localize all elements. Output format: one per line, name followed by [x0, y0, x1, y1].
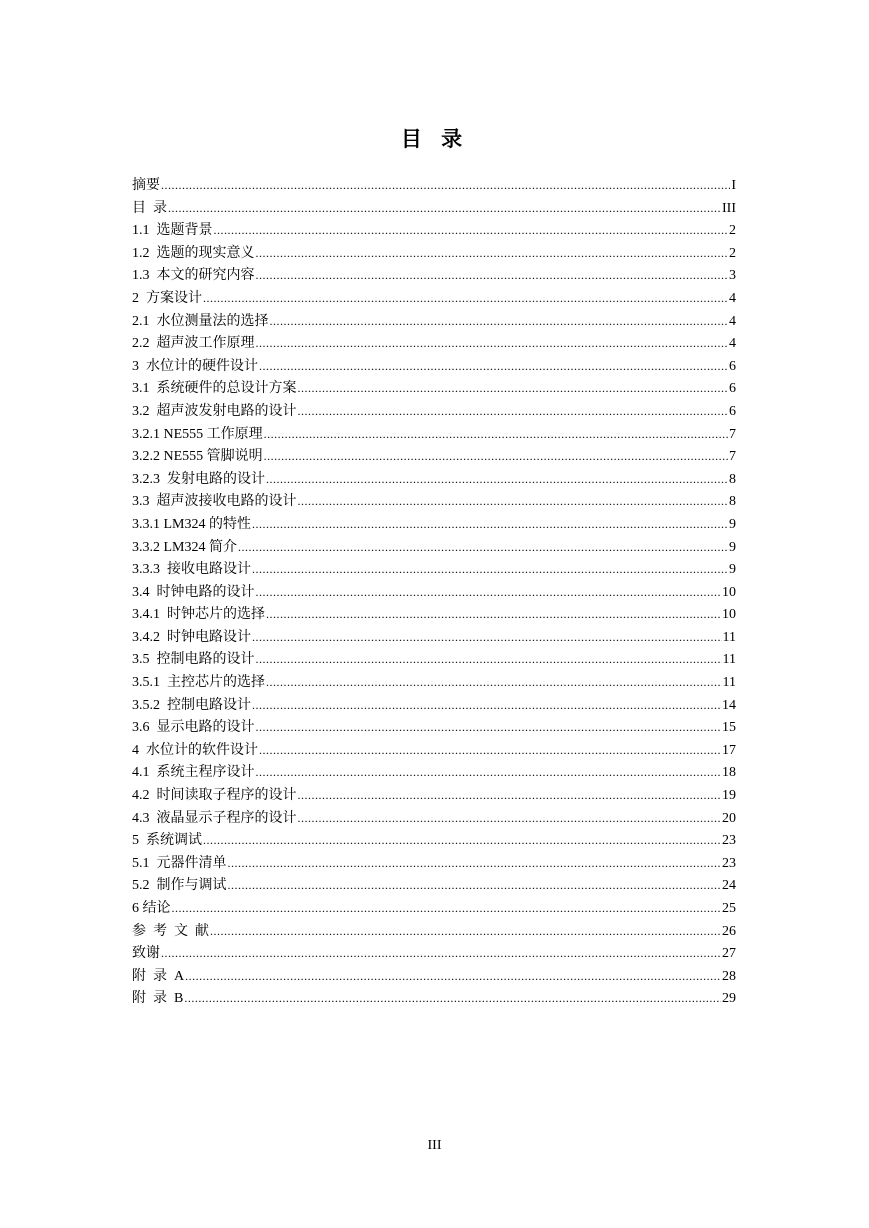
toc-entry[interactable]	[132, 897, 736, 920]
toc-entry[interactable]	[132, 219, 736, 242]
toc-entry-page: 24	[722, 878, 736, 894]
toc-entry[interactable]	[132, 829, 736, 852]
toc-entry-label: 2.2 超声波工作原理	[132, 336, 255, 352]
toc-entry-label: 3.3 超声波接收电路的设计	[132, 494, 297, 510]
toc-entry-page: 23	[722, 833, 736, 849]
toc-entry[interactable]	[132, 648, 736, 671]
toc-entry-label: 致谢	[132, 946, 160, 962]
toc-entry[interactable]	[132, 852, 736, 875]
toc-leader-dots	[298, 400, 729, 423]
toc-entry[interactable]	[132, 310, 736, 333]
toc-entry-label: 6 结论	[132, 901, 171, 916]
toc-leader-dots	[259, 355, 728, 378]
toc-entry-label: 3.6 显示电路的设计	[132, 720, 255, 736]
toc-entry-label: 1.3 本文的研究内容	[132, 268, 255, 284]
toc-entry-label: 3.3.2 LM324 简介	[132, 539, 237, 555]
toc-entry-page: 17	[722, 742, 736, 758]
toc-entry-page: III	[722, 200, 736, 216]
toc-leader-dots	[264, 423, 728, 446]
toc-entry-label: 4 水位计的软件设计	[132, 742, 258, 758]
toc-entry-page: 14	[722, 697, 736, 713]
toc-leader-dots	[252, 694, 721, 717]
toc-entry-page: 2	[729, 223, 736, 239]
toc-entry-page: 9	[729, 516, 736, 532]
toc-entry-page: 4	[729, 336, 736, 352]
toc-leader-dots	[270, 310, 729, 333]
toc-entry-label: 3.2.2 NE555 管脚说明	[132, 449, 263, 465]
toc-entry[interactable]	[132, 761, 736, 784]
toc-entry[interactable]	[132, 581, 736, 604]
toc-entry-label: 附 录 B	[132, 991, 184, 1007]
toc-entry[interactable]	[132, 671, 736, 694]
toc-entry-page: 2	[729, 245, 736, 261]
toc-leader-dots	[228, 852, 722, 875]
toc-entry-label: 摘要	[132, 178, 160, 193]
toc-entry-label: 3.3.1 LM324 的特性	[132, 516, 251, 532]
toc-leader-dots	[184, 987, 721, 1010]
table-of-contents	[132, 174, 736, 1010]
toc-leader-dots	[172, 897, 722, 920]
toc-entry[interactable]	[132, 558, 736, 581]
toc-entry[interactable]	[132, 264, 736, 287]
toc-entry[interactable]	[132, 400, 736, 423]
toc-entry-page: 19	[722, 788, 736, 804]
toc-leader-dots	[256, 648, 722, 671]
toc-entry-label: 附 录 A	[132, 968, 185, 984]
toc-entry[interactable]	[132, 987, 736, 1010]
toc-entry[interactable]	[132, 490, 736, 513]
toc-leader-dots	[256, 242, 729, 265]
toc-leader-dots	[161, 174, 730, 197]
toc-entry-page: 11	[722, 652, 736, 668]
toc-entry-label: 参 考 文 献	[132, 923, 209, 939]
toc-entry[interactable]	[132, 920, 736, 943]
toc-entry-page: 23	[722, 855, 736, 871]
toc-leader-dots	[266, 603, 721, 626]
toc-entry[interactable]	[132, 694, 736, 717]
toc-leader-dots	[203, 287, 728, 310]
toc-leader-dots	[161, 942, 721, 965]
toc-entry[interactable]	[132, 942, 736, 965]
toc-title: 目 录	[400, 127, 469, 151]
toc-entry[interactable]	[132, 716, 736, 739]
toc-entry-label: 3.4.2 时钟电路设计	[132, 629, 251, 645]
toc-leader-dots	[252, 558, 728, 581]
toc-entry[interactable]	[132, 197, 736, 220]
toc-entry-page: 26	[722, 923, 736, 939]
toc-entry-label: 3.2 超声波发射电路的设计	[132, 403, 297, 419]
toc-entry-label: 2 方案设计	[132, 290, 202, 306]
toc-leader-dots	[298, 807, 722, 830]
toc-leader-dots	[256, 761, 722, 784]
toc-entry-label: 3.5 控制电路的设计	[132, 652, 255, 668]
toc-entry[interactable]	[132, 242, 736, 265]
toc-entry[interactable]	[132, 468, 736, 491]
toc-entry-page: 6	[729, 381, 736, 397]
toc-entry-page: 6	[729, 358, 736, 374]
toc-leader-dots	[238, 536, 728, 559]
toc-entry-label: 2.1 水位测量法的选择	[132, 313, 269, 329]
toc-entry-label: 1.1 选题背景	[132, 223, 213, 239]
toc-leader-dots	[259, 739, 721, 762]
toc-entry-page: 29	[722, 991, 736, 1007]
toc-entry-label: 3.3.3 接收电路设计	[132, 562, 251, 578]
toc-entry-page: 9	[729, 562, 736, 578]
toc-leader-dots	[252, 513, 728, 536]
toc-entry[interactable]	[132, 377, 736, 400]
toc-leader-dots	[252, 626, 722, 649]
toc-entry-label: 3 水位计的硬件设计	[132, 358, 258, 374]
toc-entry[interactable]	[132, 174, 736, 197]
page-number: III	[427, 1138, 442, 1153]
toc-leader-dots	[256, 581, 722, 604]
toc-leader-dots	[298, 490, 729, 513]
toc-entry-page: I	[731, 178, 736, 193]
toc-entry-label: 3.5.2 控制电路设计	[132, 697, 251, 713]
toc-entry[interactable]	[132, 445, 736, 468]
toc-entry[interactable]	[132, 626, 736, 649]
toc-entry-label: 3.4 时钟电路的设计	[132, 584, 255, 600]
toc-entry-page: 7	[729, 426, 736, 442]
toc-entry-page: 27	[722, 946, 736, 962]
toc-leader-dots	[185, 965, 721, 988]
toc-leader-dots	[298, 784, 722, 807]
toc-entry[interactable]	[132, 287, 736, 310]
toc-entry-label: 3.2.3 发射电路的设计	[132, 471, 265, 487]
toc-entry[interactable]	[132, 513, 736, 536]
toc-leader-dots	[256, 716, 722, 739]
toc-entry-page: 9	[729, 539, 736, 555]
toc-entry[interactable]	[132, 355, 736, 378]
toc-entry-page: 25	[722, 901, 736, 916]
toc-entry[interactable]	[132, 807, 736, 830]
toc-entry[interactable]	[132, 423, 736, 446]
toc-leader-dots	[210, 920, 721, 943]
toc-entry-label: 3.1 系统硬件的总设计方案	[132, 381, 297, 397]
toc-entry-page: 4	[729, 290, 736, 306]
toc-entry[interactable]	[132, 332, 736, 355]
toc-entry-page: 11	[722, 629, 736, 645]
toc-entry-label: 5.1 元器件清单	[132, 855, 227, 871]
toc-leader-dots	[266, 468, 728, 491]
toc-leader-dots	[214, 219, 729, 242]
toc-entry-page: 28	[722, 968, 736, 984]
toc-entry-page: 20	[722, 810, 736, 826]
toc-entry-label: 1.2 选题的现实意义	[132, 245, 255, 261]
toc-entry-label: 3.5.1 主控芯片的选择	[132, 675, 265, 691]
toc-entry[interactable]	[132, 874, 736, 897]
toc-entry-page: 10	[722, 584, 736, 600]
toc-entry-page: 6	[729, 403, 736, 419]
toc-leader-dots	[168, 197, 721, 220]
toc-entry[interactable]	[132, 784, 736, 807]
toc-leader-dots	[228, 874, 722, 897]
toc-entry-label: 4.2 时间读取子程序的设计	[132, 788, 297, 804]
toc-entry-page: 11	[722, 675, 736, 691]
toc-entry-label: 4.1 系统主程序设计	[132, 765, 255, 781]
toc-leader-dots	[266, 671, 722, 694]
toc-entry-page: 4	[729, 313, 736, 329]
toc-leader-dots	[264, 445, 728, 468]
toc-entry-label: 5 系统调试	[132, 833, 202, 849]
toc-entry-page: 18	[722, 765, 736, 781]
toc-entry-page: 10	[722, 607, 736, 623]
toc-entry-page: 8	[729, 494, 736, 510]
toc-entry[interactable]	[132, 536, 736, 559]
toc-entry-page: 15	[722, 720, 736, 736]
toc-entry[interactable]	[132, 965, 736, 988]
toc-entry-label: 3.2.1 NE555 工作原理	[132, 426, 263, 442]
toc-entry[interactable]	[132, 739, 736, 762]
toc-entry-page: 8	[729, 471, 736, 487]
toc-entry-page: 3	[729, 268, 736, 284]
toc-entry-label: 3.4.1 时钟芯片的选择	[132, 607, 265, 623]
toc-entry-label: 5.2 制作与调试	[132, 878, 227, 894]
toc-entry-label: 目 录	[132, 200, 167, 216]
toc-entry-page: 7	[729, 449, 736, 465]
toc-leader-dots	[298, 377, 729, 400]
toc-leader-dots	[256, 264, 729, 287]
toc-entry[interactable]	[132, 603, 736, 626]
toc-leader-dots	[203, 829, 721, 852]
toc-entry-label: 4.3 液晶显示子程序的设计	[132, 810, 297, 826]
toc-leader-dots	[256, 332, 729, 355]
